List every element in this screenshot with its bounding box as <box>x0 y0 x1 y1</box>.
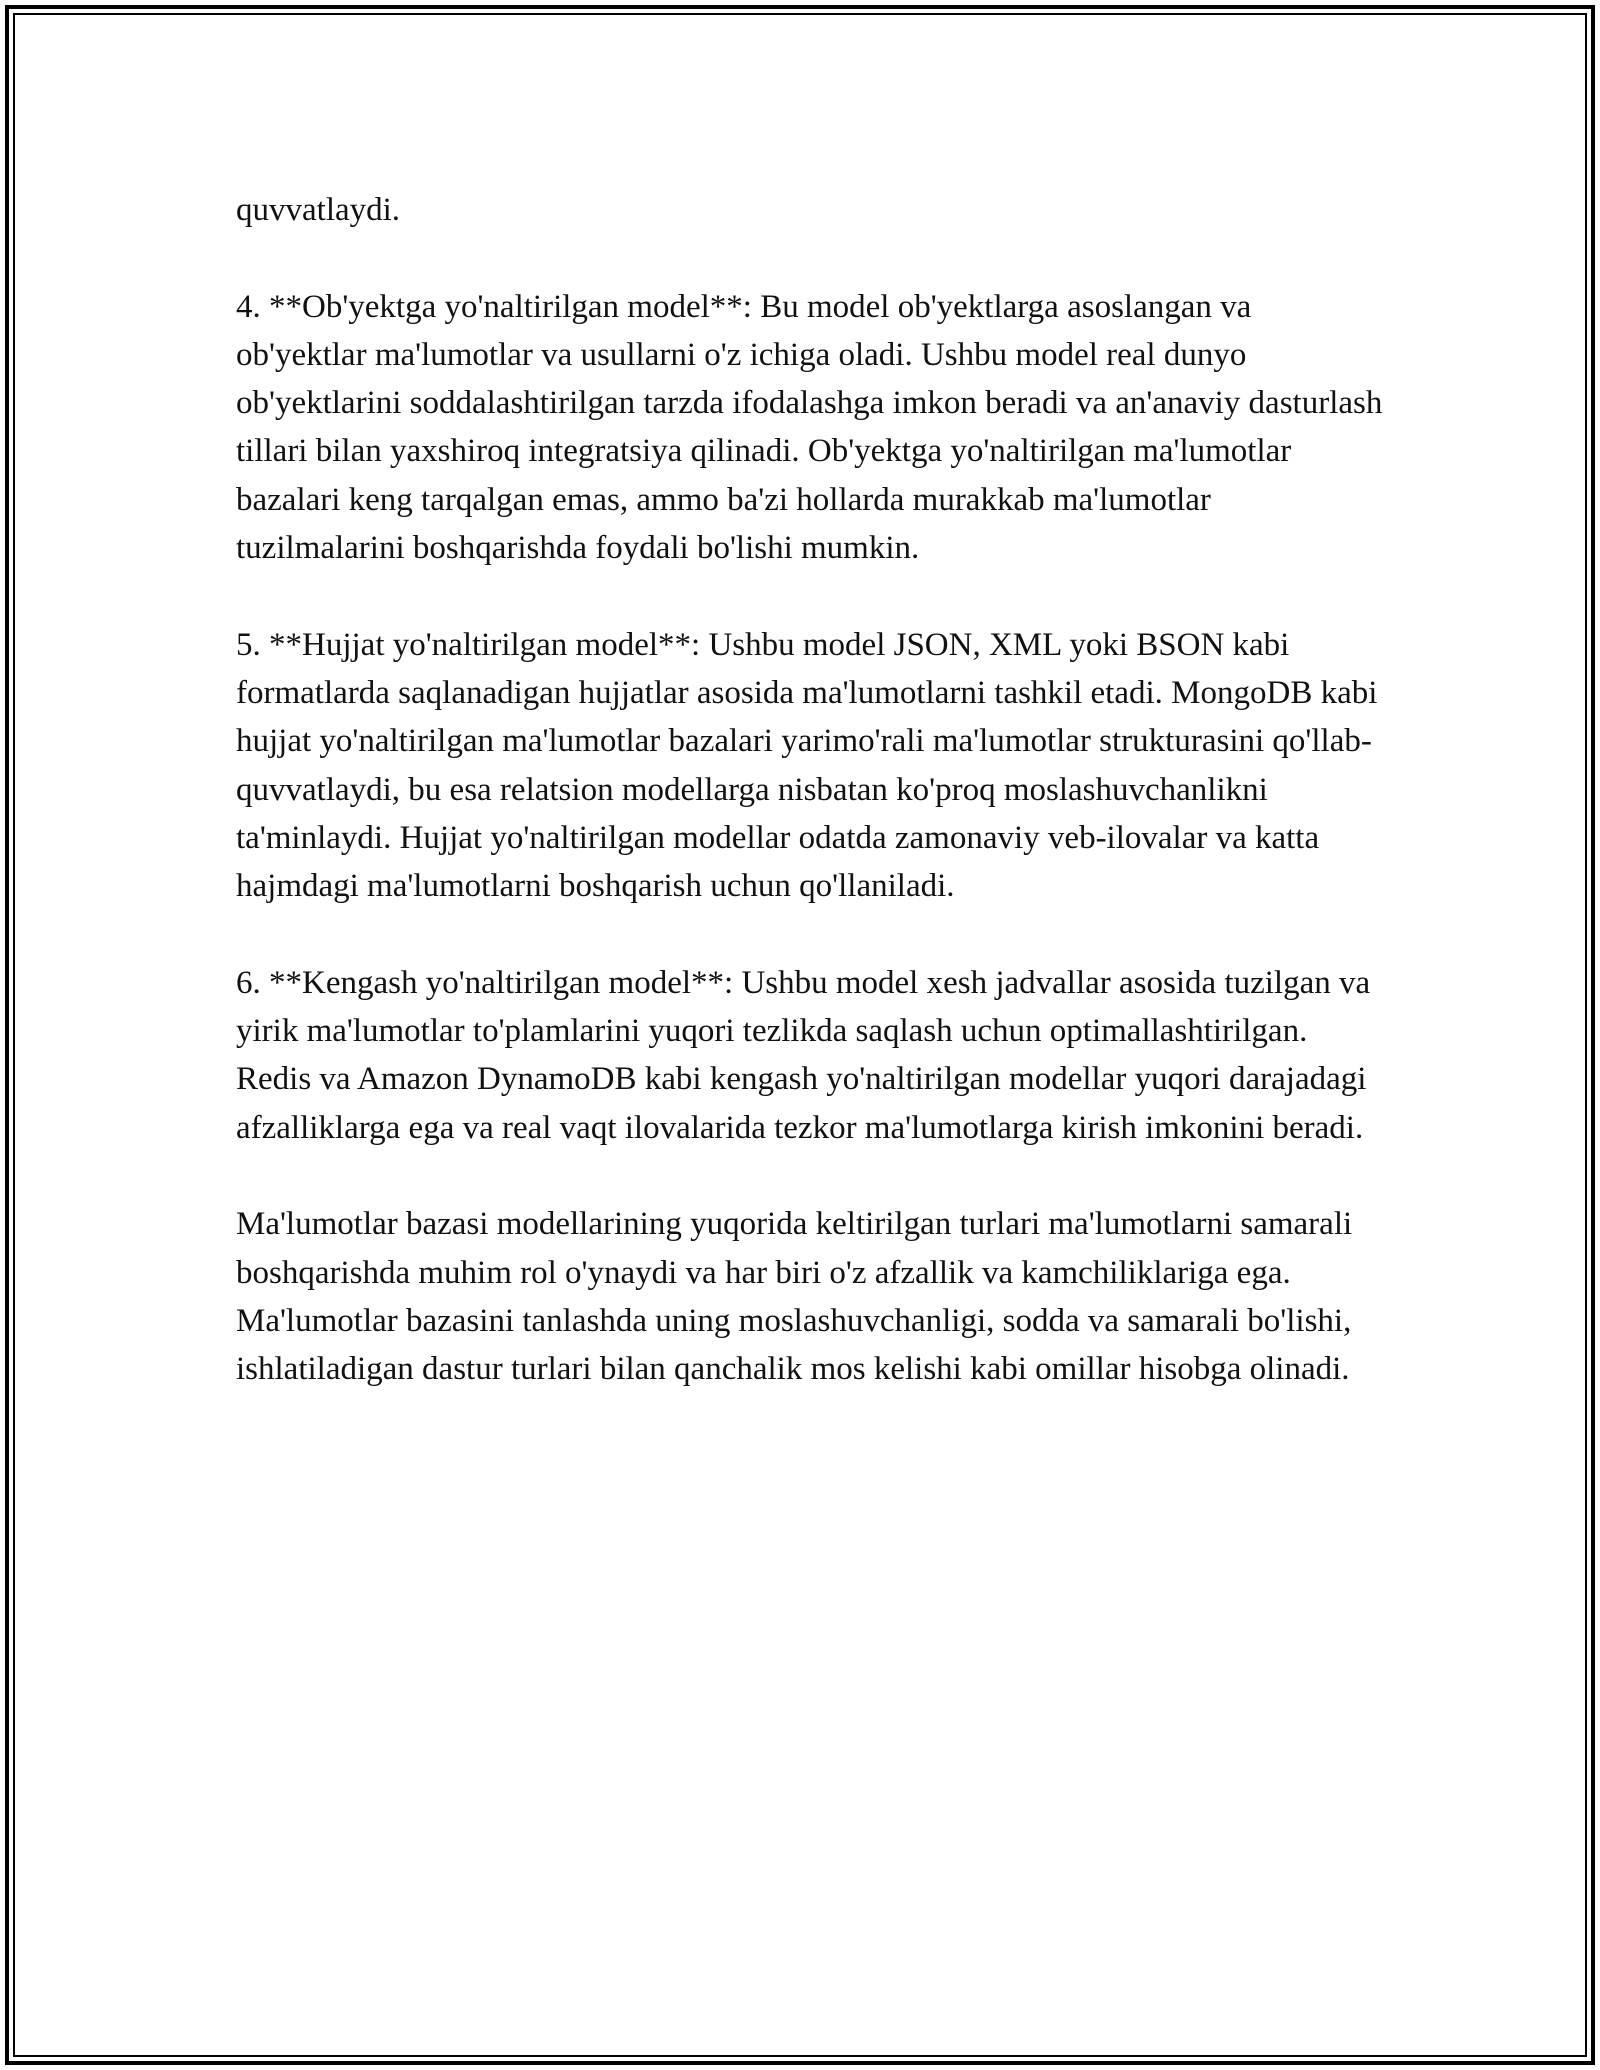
paragraph-object-oriented-model: 4. **Ob'yektga yo'naltirilgan model**: Bu model ob'yektlarga asoslangan va ob'yektlar ma'lumotlar va usullarni o'z ichiga oladi. Ushbu model real dunyo ob'yektlarini soddalashtirilgan tarzda ifodalashga imkon beradi va an'anaviy dasturlash tillari bilan yaxshiroq integratsiya qilinadi. Ob'yektga yo'naltirilgan ma'lumotlar bazalari keng tarqalgan emas, ammo ba'zi hollarda murakkab ma'lumotlar tuzilmalarini boshqarishda foydali bo'lishi mumkin. <box>236 288 1383 567</box>
paragraph-conclusion: Ma'lumotlar bazasi modellarining yuqorida keltirilgan turlari ma'lumotlarni samarali boshqarishda muhim rol o'ynaydi va har biri o'z afzallik va kamchiliklariga ega. Ma'lumotlar bazasini tanlashda uning moslashuvchanligi, sodda va samarali bo'lishi, ishlatiladigan dastur turlari bilan qanchalik mos kelishi kabi omillar hisobga olinadi. <box>236 1206 1353 1388</box>
document-body <box>236 186 1386 1442</box>
paragraph-key-value-model: 6. **Kengash yo'naltirilgan model**: Ushbu model xesh jadvallar asosida tuzilgan va yirik ma'lumotlar to'plamlarini yuqori tezlikda saqlash uchun optimallashtirilgan. Redis va Amazon DynamoDB kabi kengash yo'naltirilgan modellar yuqori darajadagi afzalliklarga ega va real vaqt ilovalarida tezkor ma'lumotlarga kirish imkonini beradi. <box>236 964 1371 1146</box>
paragraph-document-oriented-model: 5. **Hujjat yo'naltirilgan model**: Ushbu model JSON, XML yoki BSON kabi formatlarda saqlanadigan hujjatlar asosida ma'lumotlarni tashkil etadi. MongoDB kabi hujjat yo'naltirilgan ma'lumotlar bazalari yarimo'rali ma'lumotlar strukturasini qo'llab-quvvatlaydi, bu esa relatsion modellarga nisbatan ko'proq moslashuvchanlikni ta'minlaydi. Hujjat yo'naltirilgan modellar odatda zamonaviy veb-ilovalar va katta hajmdagi ma'lumotlarni boshqarish uchun qo'llaniladi. <box>236 626 1378 905</box>
paragraph-continuation: quvvatlaydi. <box>236 192 401 228</box>
